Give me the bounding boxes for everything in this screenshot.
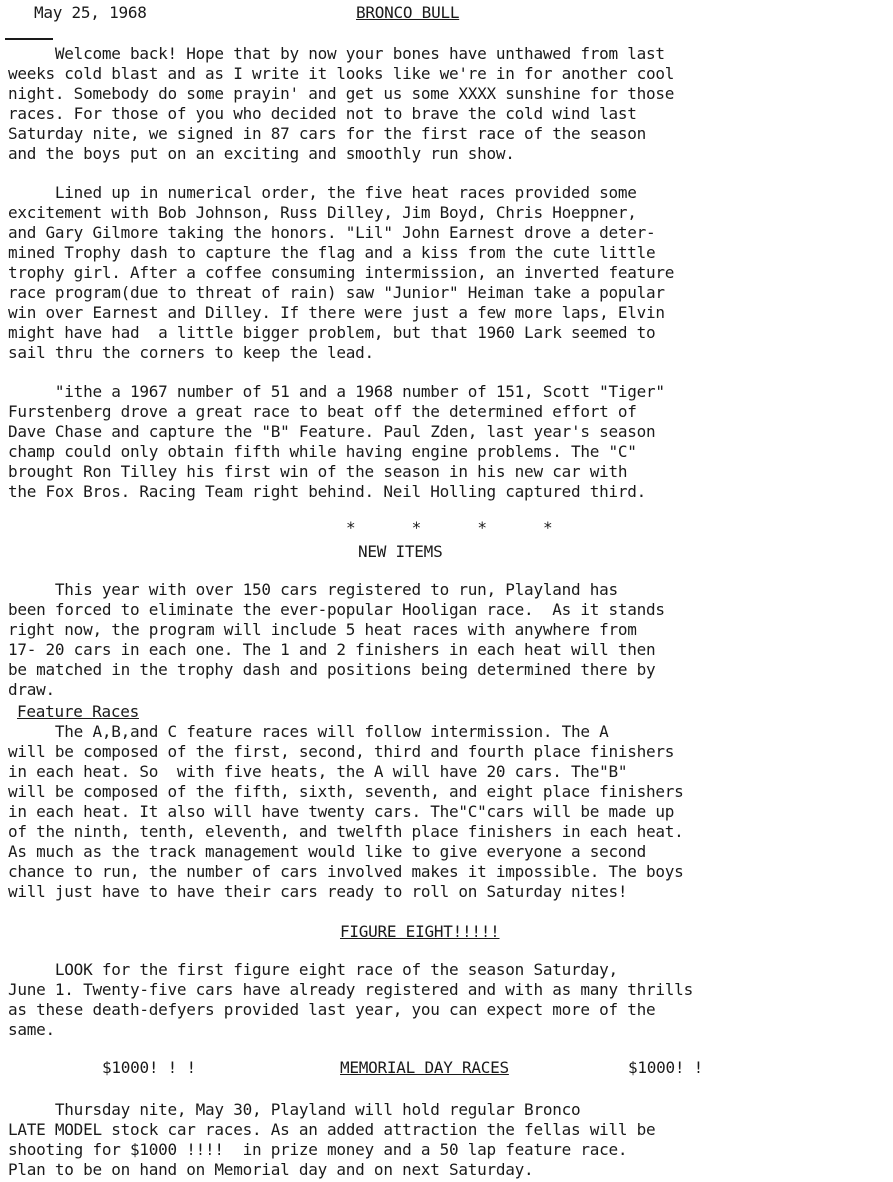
intro-line: night. Somebody do some prayin' and get us some XXXX sunshine for those: [8, 84, 675, 103]
memorial-line: shooting for $1000 !!!! in prize money and a 50 lap feature race.: [8, 1140, 628, 1159]
heats-line: mined Trophy dash to capture the flag and a kiss from the cute little: [8, 243, 656, 262]
feature-races-line: will just have to have their cars ready to roll on Saturday nites!: [8, 882, 628, 901]
memorial-line: Plan to be on hand on Memorial day and on next Saturday.: [8, 1160, 534, 1179]
feature-races-line: As much as the track management would like to give everyone a second: [8, 842, 647, 861]
features-line: "ithe a 1967 number of 51 and a 1968 number of 151, Scott "Tiger": [8, 382, 665, 401]
intro-line: weeks cold blast and as I write it looks like we're in for another cool: [8, 64, 675, 83]
features-line: Furstenberg drove a great race to beat off the determined effort of: [8, 402, 637, 421]
intro-line: and the boys put on an exciting and smoothly run show.: [8, 144, 515, 163]
heats-line: sail thru the corners to keep the lead.: [8, 343, 374, 362]
features-line: Dave Chase and capture the "B" Feature. Paul Zden, last year's season: [8, 422, 656, 441]
features-line: the Fox Bros. Racing Team right behind. Neil Holling captured third.: [8, 482, 647, 501]
issue-date: May 25, 1968: [34, 3, 147, 22]
heats-line: and Gary Gilmore taking the honors. "Lil" John Earnest drove a deter-: [8, 223, 656, 242]
memorial-day-heading: MEMORIAL DAY RACES: [340, 1058, 509, 1077]
feature-races-line: will be composed of the first, second, third and fourth place finishers: [8, 742, 675, 761]
figure-eight-line: same.: [8, 1020, 55, 1039]
prize-amount-right: $1000! !: [628, 1058, 704, 1077]
heats-line: excitement with Bob Johnson, Russ Dilley, Jim Boyd, Chris Hoeppner,: [8, 203, 637, 222]
new-items-line: right now, the program will include 5 heat races with anywhere from: [8, 620, 637, 639]
heats-line: win over Earnest and Dilley. If there were just a few more laps, Elvin: [8, 303, 665, 322]
feature-races-line: chance to run, the number of cars involved makes it impossible. The boys: [8, 862, 684, 881]
figure-eight-line: June 1. Twenty-five cars have already registered and with as many thrills: [8, 980, 693, 999]
feature-races-line: of the ninth, tenth, eleventh, and twelfth place finishers in each heat.: [8, 822, 684, 841]
margin-dash-mark: [5, 38, 53, 40]
intro-line: Saturday nite, we signed in 87 cars for the first race of the season: [8, 124, 647, 143]
features-line: brought Ron Tilley his first win of the season in his new car with: [8, 462, 628, 481]
feature-races-heading: Feature Races: [17, 702, 139, 721]
new-items-line: 17- 20 cars in each one. The 1 and 2 finishers in each heat will then: [8, 640, 656, 659]
new-items-line: been forced to eliminate the ever-popular Hooligan race. As it stands: [8, 600, 665, 619]
feature-races-line: in each heat. So with five heats, the A will have 20 cars. The"B": [8, 762, 628, 781]
feature-races-line: in each heat. It also will have twenty cars. The"C"cars will be made up: [8, 802, 675, 821]
heats-line: might have had a little bigger problem, but that 1960 Lark seemed to: [8, 323, 656, 342]
heats-line: Lined up in numerical order, the five heat races provided some: [8, 183, 637, 202]
memorial-line: Thursday nite, May 30, Playland will hold regular Bronco: [8, 1100, 581, 1119]
heats-line: race program(due to threat of rain) saw "Junior" Heiman take a popular: [8, 283, 665, 302]
new-items-line: be matched in the trophy dash and positions being determined there by: [8, 660, 656, 679]
heats-line: trophy girl. After a coffee consuming intermission, an inverted feature: [8, 263, 675, 282]
intro-line: races. For those of you who decided not to brave the cold wind last: [8, 104, 637, 123]
figure-eight-line: LOOK for the first figure eight race of the season Saturday,: [8, 960, 618, 979]
figure-eight-heading: FIGURE EIGHT!!!!!: [340, 922, 500, 941]
prize-amount-left: $1000! ! !: [102, 1058, 196, 1077]
new-items-heading: NEW ITEMS: [358, 542, 443, 561]
memorial-line: LATE MODEL stock car races. As an added attraction the fellas will be: [8, 1120, 656, 1139]
section-separator: * * * *: [346, 518, 553, 537]
newsletter-title: BRONCO BULL: [356, 3, 460, 22]
new-items-line: draw.: [8, 680, 55, 699]
feature-races-line: will be composed of the fifth, sixth, seventh, and eight place finishers: [8, 782, 684, 801]
figure-eight-line: as these death-defyers provided last year, you can expect more of the: [8, 1000, 656, 1019]
feature-races-line: The A,B,and C feature races will follow intermission. The A: [8, 722, 609, 741]
new-items-line: This year with over 150 cars registered to run, Playland has: [8, 580, 618, 599]
intro-line: Welcome back! Hope that by now your bones have unthawed from last: [8, 44, 665, 63]
features-line: champ could only obtain fifth while having engine problems. The "C": [8, 442, 637, 461]
